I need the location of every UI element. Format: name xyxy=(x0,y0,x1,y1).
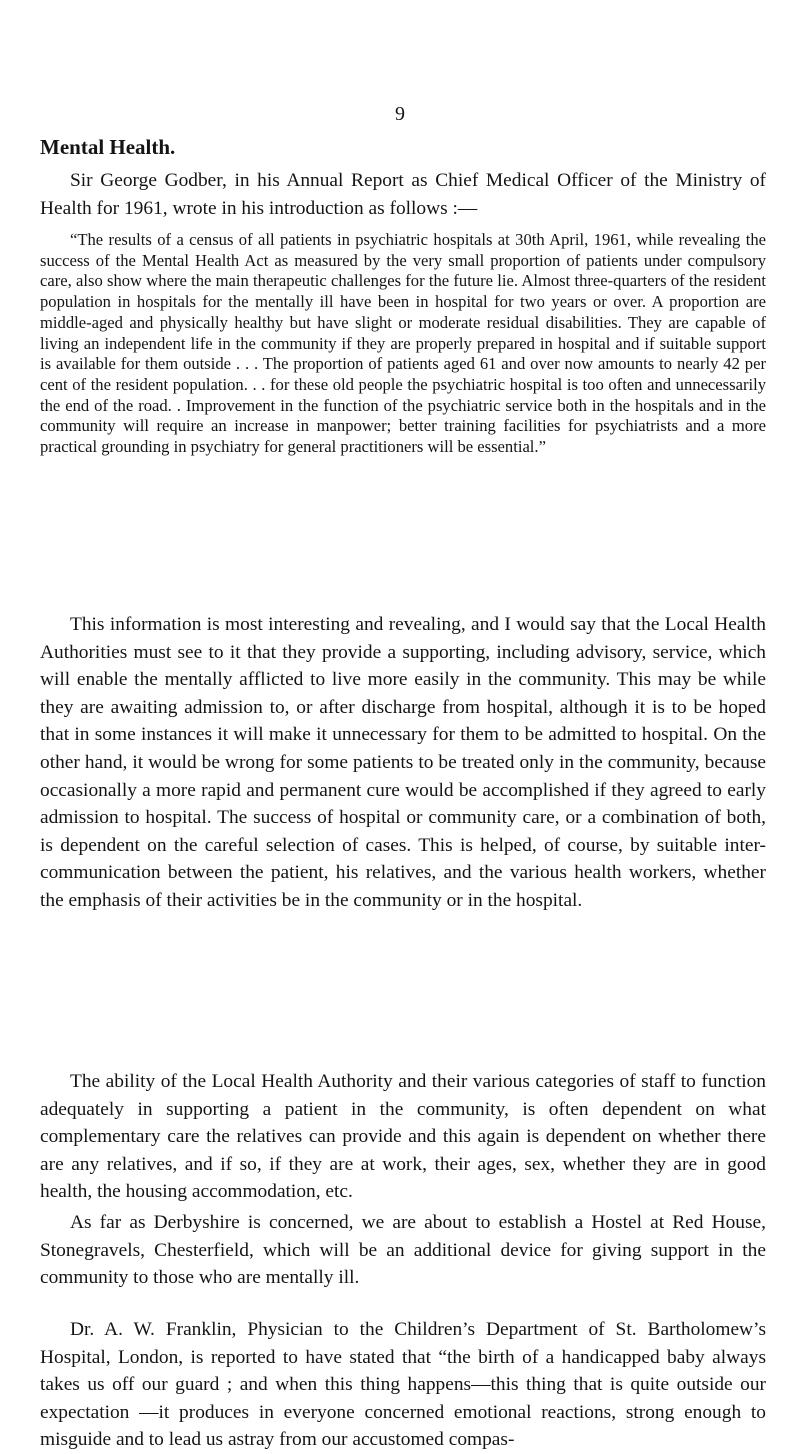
body-paragraph-2: The ability of the Local Health Authority and their various categories of staff to function adequately in supporting a patient in the community, is often dependent on what complementary care the relatives can provide and this again is dependent on whether there are any relatives, and if so, if they are at work, their ages, sex, whether they are in good health, the housing accommodation, etc. xyxy=(40,1071,766,1203)
section-heading: Mental Health. xyxy=(40,135,176,159)
body-paragraph-3: As far as Derbyshire is concerned, we are about to establish a Hostel at Red House, Stonegravels, Chesterfield, which will be an additional device for giving support in the community to those who are mentally ill. xyxy=(40,1212,766,1289)
intro-paragraph: Sir George Godber, in his Annual Report as Chief Medical Officer of the Ministry of Health for 1961, wrote in his introduction as follows :— xyxy=(40,170,766,219)
body-paragraph-4: Dr. A. W. Franklin, Physician to the Children’s Department of St. Bartholomew’s Hospital, London, is reported to have stated that “the birth of a handicapped baby always takes us off our guard ; and when this thing happens—this thing that is quite outside our expectation —it produces in everyone concerned emotional reactions, strong enough to misguide and to lead us astray from our accustomed compas- xyxy=(40,1319,766,1451)
page-number: 9 xyxy=(395,103,405,125)
body-paragraph-1: This information is most interesting and revealing, and I would say that the Local Health Authorities must see to it that they provide a supporting, including advisory, service, which will enable the mentally afflicted to live more easily in the community. This may be while they are awaiting admission to, or after discharge from hospital, although it is to be hoped that in some instances it will make it unnecessary for them to be admitted to hospital. On the other hand, it would be wrong for some patients to be treated only in the community, because occasionally a more rapid and permanent cure would be accomplished if they agreed to early admission to hospital. The success of hospital or community care, or a combination of both, is dependent on the careful selection of cases. This is helped, of course, by suitable inter-communication between the patient, his relatives, and the various health workers, whether the emphasis of their activities be in the community or in the hospital. xyxy=(40,614,766,911)
quoted-report-excerpt: “The results of a census of all patients in psychiatric hospitals at 30th April, 1961, while revealing the success of the Mental Health Act as measured by the very small proportion of patients under compulsory care, also show where the main therapeutic challenges for the future lie. Almost three-quarters of the resident population in hospitals for the mentally ill have been in hospital for two years or over. A proportion are middle-aged and physically healthy but have slight or moderate residual disabilities. They are capable of living an independent life in the community if they are properly prepared in hospital and if suitable support is available for them outside . . . The proportion of patients aged 61 and over now amounts to nearly 42 per cent of the resident population. . . for these old people the psychiatric hospital is too often and unnecessarily the end of the road. . Improvement in the function of the psychiatric service both in the hospitals and in the community will require an increase in manpower; better training facilities for psychiatrists and a more practical grounding in psychiatry for general practitioners will be essential.” xyxy=(40,230,766,457)
